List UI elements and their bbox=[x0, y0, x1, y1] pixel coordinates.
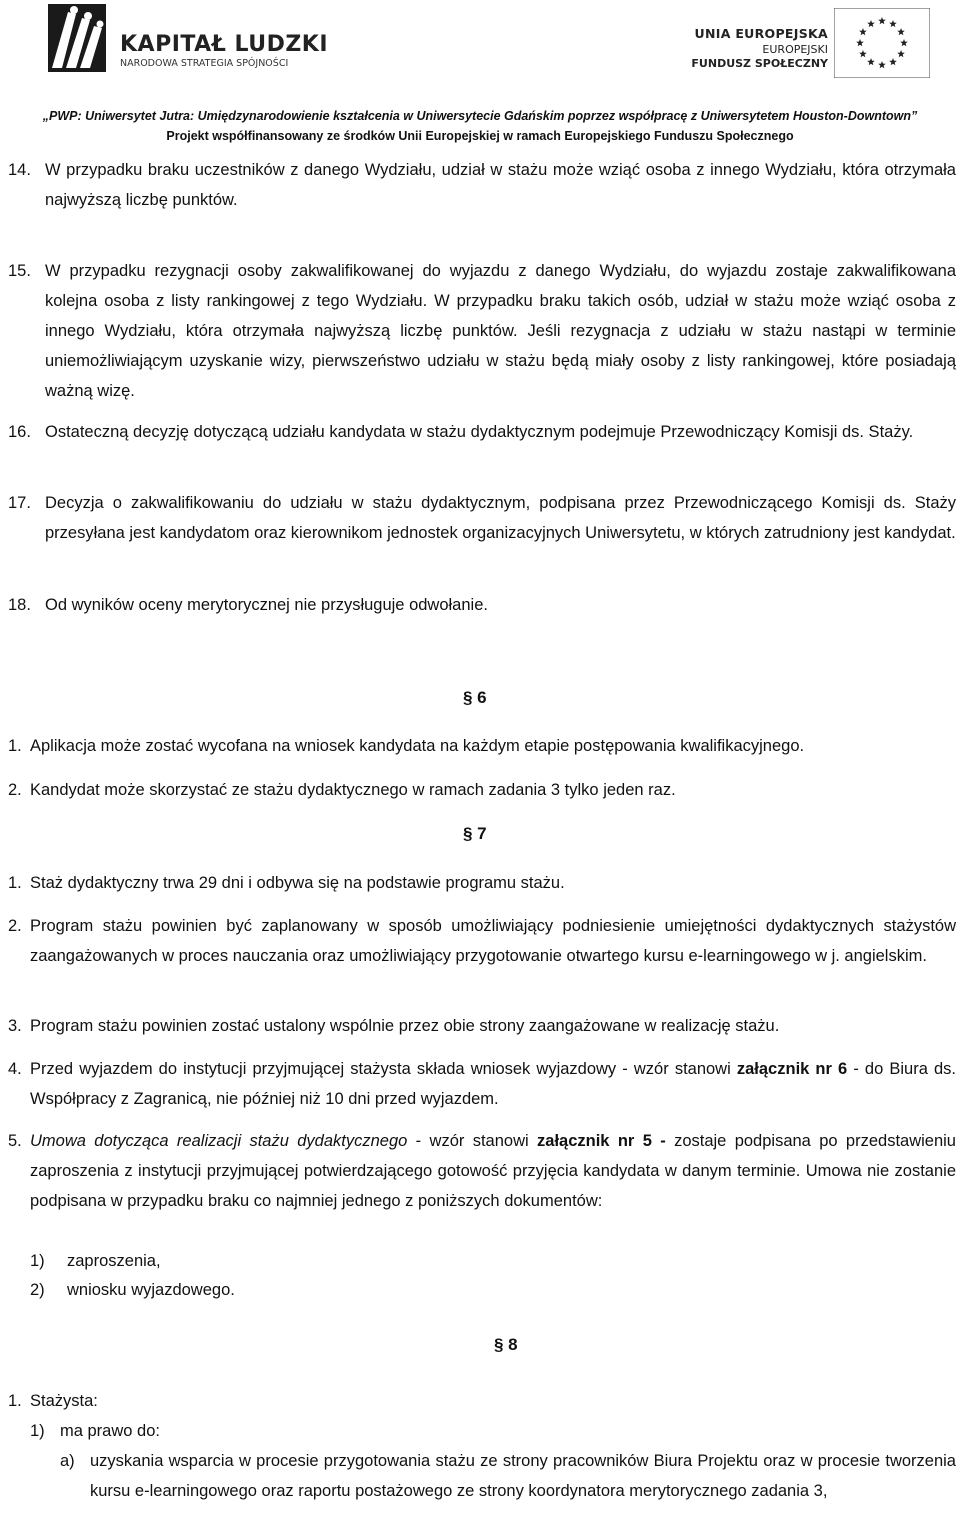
item-text: Stażysta: bbox=[30, 1392, 98, 1410]
kapital-ludzki-title: KAPITAŁ LUDZKI bbox=[120, 32, 329, 57]
attachment-ref-6: załącznik nr 6 bbox=[736, 1060, 848, 1078]
item-number: 4. bbox=[8, 1060, 22, 1078]
item-text: Program stażu powinien zostać ustalony wspólnie przez obie strony zaangażowane w realizację stażu. bbox=[30, 1017, 780, 1035]
section-heading-6: § 6 bbox=[463, 688, 487, 707]
eu-flag-icon bbox=[834, 8, 930, 78]
subitem-number: 1) bbox=[30, 1252, 45, 1270]
list-item-15 bbox=[8, 256, 956, 406]
s7-subitem-2 bbox=[30, 1275, 930, 1305]
eu-line3: FUNDUSZ SPOŁECZNY bbox=[691, 57, 828, 70]
section-heading-8: § 8 bbox=[494, 1335, 518, 1354]
item-number: 15. bbox=[8, 262, 31, 280]
item-text: Decyzja o zakwalifikowaniu do udziału w stażu dydaktycznym, podpisana przez Przewodniczącego Komisji ds. Staży przesyłana jest kandydatom oraz kierownikom jednostek organizacyjnych Uniwersytetu, w których zatrudniony jest kandydat. bbox=[45, 494, 956, 542]
list-item-17 bbox=[8, 488, 956, 548]
item-text bbox=[30, 1054, 956, 1114]
s7-item-3 bbox=[8, 1011, 956, 1041]
item-text-b: - do Biura ds. Współpracy z Zagranicą, nie później niż 10 dni przed wyjazdem. bbox=[30, 1060, 956, 1108]
eu-efs-logo bbox=[640, 8, 930, 83]
list-item-16 bbox=[8, 417, 956, 447]
eu-line1: UNIA EUROPEJSKA bbox=[694, 26, 828, 41]
item-text: W przypadku rezygnacji osoby zakwalifikowanej do wyjazdu z danego Wydziału, do wyjazdu zostaje zakwalifikowana kolejna osoba z listy rankingowej z tego Wydziału. W przypadku braku takich osób, udział w stażu może wziąć osoba z innego Wydziału, która otrzymała najwyższą liczbę punktów. Jeśli rezygnacja z udziału w stażu nastąpi w terminie uniemożliwiającym uzyskanie wizy, pierwszeństwo udziału w stażu będą miały osoby z listy rankingowej, które posiadają ważną wizę. bbox=[45, 262, 956, 400]
subitem-text: zaproszenia, bbox=[67, 1252, 161, 1270]
item-text bbox=[30, 1126, 956, 1216]
item-number: 18. bbox=[8, 596, 31, 614]
kapital-ludzki-emblem-icon bbox=[46, 2, 108, 74]
agreement-title: Umowa dotycząca realizacji stażu dydaktycznego bbox=[30, 1132, 408, 1150]
s8-item-1 bbox=[8, 1386, 956, 1416]
item-number: 1. bbox=[8, 874, 22, 892]
attachment-ref-5: załącznik nr 5 - bbox=[537, 1132, 666, 1150]
item-text: W przypadku braku uczestników z danego Wydziału, udział w stażu może wziąć osoba z innego Wydziału, która otrzymała najwyższą liczbę punktów. bbox=[45, 161, 956, 209]
item-number: 16. bbox=[8, 423, 31, 441]
subitem-number: 2) bbox=[30, 1281, 45, 1299]
subitem-letter: a) bbox=[60, 1452, 75, 1470]
item-number: 5. bbox=[8, 1132, 22, 1150]
item-text: Staż dydaktyczny trwa 29 dni i odbywa się na podstawie programu stażu. bbox=[30, 874, 565, 892]
s8-subitem-1 bbox=[30, 1416, 930, 1446]
subitem-text: uzyskania wsparcia w procesie przygotowania stażu ze strony pracowników Biura Projektu oraz w procesie tworzenia kursu e-learningowego oraz raportu postażowego ze strony koordynatora merytorycznego zadania 3, bbox=[90, 1452, 956, 1500]
item-number: 2. bbox=[8, 781, 22, 799]
section-heading-7: § 7 bbox=[463, 824, 487, 843]
item-number: 2. bbox=[8, 917, 22, 935]
eu-logo-text bbox=[691, 26, 828, 70]
item-text: Aplikacja może zostać wycofana na wniosek kandydata na każdym etapie postępowania kwalifikacyjnego. bbox=[30, 737, 805, 755]
s6-item-1 bbox=[8, 731, 956, 761]
item-number: 1. bbox=[8, 1392, 22, 1410]
eu-line2: EUROPEJSKI bbox=[762, 43, 828, 56]
s7-item-5 bbox=[8, 1126, 956, 1216]
s6-item-2 bbox=[8, 775, 956, 805]
item-number: 3. bbox=[8, 1017, 22, 1035]
item-number: 14. bbox=[8, 161, 31, 179]
cofinancing-line: Projekt współfinansowany ze środków Unii Europejskiej w ramach Europejskiego Funduszu Społecznego bbox=[166, 129, 794, 143]
kapital-ludzki-logo bbox=[46, 2, 329, 80]
item-text: Ostateczną decyzję dotyczącą udziału kandydata w stażu dydaktycznym podejmuje Przewodniczący Komisji ds. Staży. bbox=[45, 423, 914, 441]
s7-item-1 bbox=[8, 868, 956, 898]
item-text: Program stażu powinien być zaplanowany w sposób umożliwiający podniesienie umiejętności dydaktycznych stażystów zaangażowanych w proces nauczania oraz umożliwiający przygotowanie otwartego kursu e-learningowego w j. angielskim. bbox=[30, 917, 956, 965]
subitem-text: wniosku wyjazdowego. bbox=[67, 1281, 235, 1299]
subitem-text: ma prawo do: bbox=[60, 1422, 160, 1440]
s8-subitem-a bbox=[60, 1446, 956, 1506]
s7-item-4 bbox=[8, 1054, 956, 1114]
kapital-ludzki-subtitle: NARODOWA STRATEGIA SPÓJNOŚCI bbox=[120, 58, 289, 69]
item-number: 1. bbox=[8, 737, 22, 755]
item-number: 17. bbox=[8, 494, 31, 512]
project-title-line: „PWP: Uniwersytet Jutra: Umiędzynarodowienie kształcenia w Uniwersytecie Gdańskim poprzez współpracę z Uniwersytetem Houston-Downtown” bbox=[42, 109, 918, 123]
s7-subitem-1 bbox=[30, 1246, 930, 1276]
item-text-a: - wzór stanowi bbox=[407, 1132, 538, 1150]
list-item-14 bbox=[8, 155, 956, 215]
item-text: Kandydat może skorzystać ze stażu dydaktycznego w ramach zadania 3 tylko jeden raz. bbox=[30, 781, 676, 799]
item-text: Od wyników oceny merytorycznej nie przysługuje odwołanie. bbox=[45, 596, 488, 614]
s7-item-2 bbox=[8, 911, 956, 971]
subitem-number: 1) bbox=[30, 1422, 45, 1440]
page-header bbox=[0, 0, 960, 150]
item-text-b: zostaje podpisana po przedstawieniu zaproszenia z instytucji przyjmującej potwierdzającego gotowość przyjęcia kandydata w danym terminie. Umowa nie zostanie podpisana w przypadku braku co najmniej jednego z poniższych dokumentów: bbox=[30, 1132, 956, 1210]
item-text-a: Przed wyjazdem do instytucji przyjmującej stażysta składa wniosek wyjazdowy - wzór stanowi bbox=[30, 1060, 737, 1078]
list-item-18 bbox=[8, 590, 956, 620]
